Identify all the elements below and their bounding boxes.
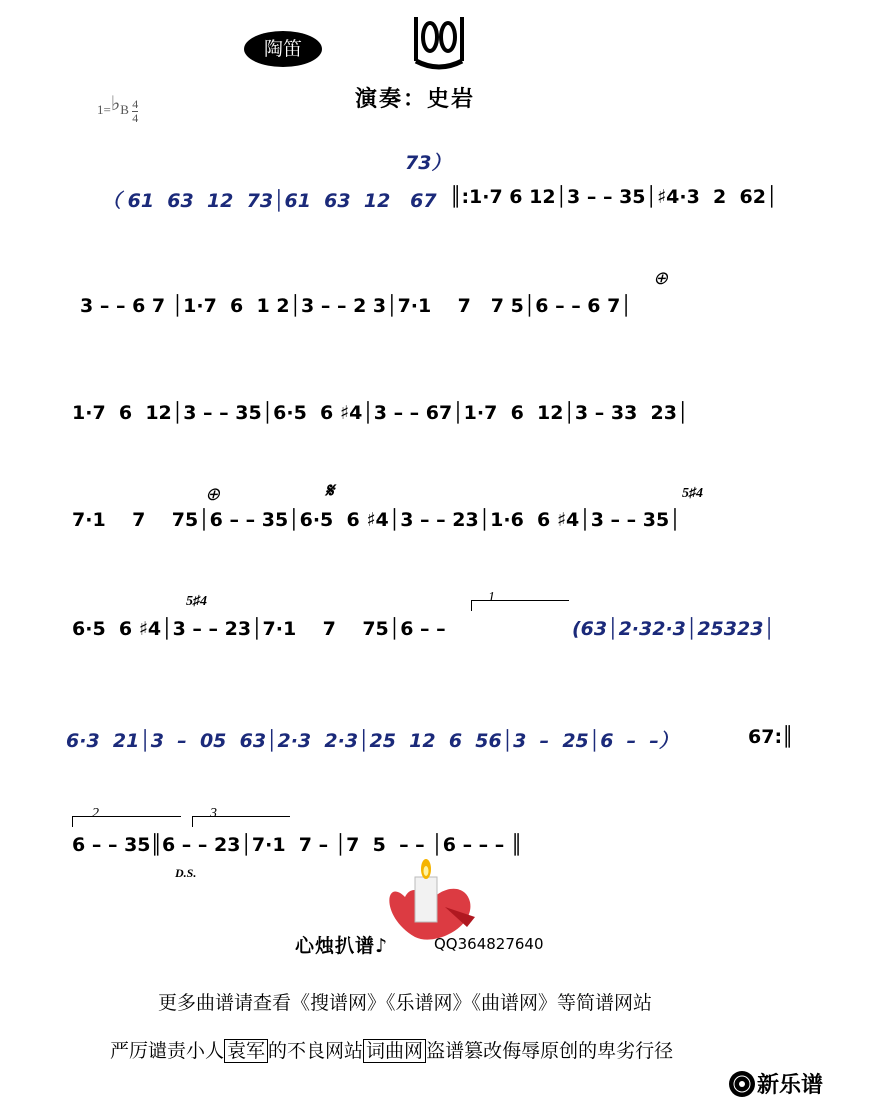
score-line-4: 7·1 7 75│6 – – 35│6·5 6 ♯4│3 – – 23│1·6 6 ♯4│3 – – 35│ — [72, 509, 681, 531]
contact-qq: QQ364827640 — [434, 935, 544, 953]
score-line-2: 3 – – 6 7 │1·7 6 1 2│3 – – 2 3│7·1 7 7 5│6 – – 6 7│ — [80, 295, 632, 317]
volta-bracket-1 — [471, 600, 569, 611]
promo-line-1: 更多曲谱请查看《搜谱网》《乐谱网》《曲谱网》等简谱网站 — [158, 992, 653, 1014]
score-line-5-interlude: (63│2·32·3│25323│ — [572, 618, 775, 640]
coda-sign-2: ⊕ — [205, 484, 221, 504]
score-line-6-interlude: 6·3 21│3 – 05 63│2·3 2·3│25 12 6 56│3 – 25│6 – –） — [66, 730, 678, 752]
promo-line-2: 严厉谴责小人 袁军 的不良网站 词曲网 盗谱篡改侮辱原创的卑劣行径 — [110, 1040, 674, 1062]
vinyl-record-icon — [728, 1070, 756, 1098]
score-line-3: 1·7 6 12│3 – – 35│6·5 6 ♯4│3 – – 67│1·7 6 12│3 – 33 23│ — [72, 402, 689, 424]
instrument-badge: 陶笛 — [244, 31, 322, 67]
volta-number-3: 3 — [210, 806, 217, 821]
volta-bracket-2 — [72, 816, 181, 827]
grace-notes-2: 5♯4 — [186, 594, 207, 609]
performer-credit: 演奏：史岩 — [355, 87, 476, 112]
brand-name: 新乐谱 — [757, 1073, 824, 1098]
segno-sign: 𝄋 — [325, 480, 334, 502]
score-line-1: ║:1·7 6 12│3 – – 35│♯4·3 2 62│ — [450, 186, 778, 208]
boxed-name-2: 词曲网 — [363, 1039, 426, 1063]
volta-number-1: 1 — [488, 590, 495, 605]
key-signature: 1=♭B $\frac{4}{4}$ — [97, 93, 139, 125]
grace-notes-1: 5♯4 — [682, 486, 703, 501]
boxed-name-1: 袁军 — [224, 1039, 268, 1063]
candle-heart-logo — [375, 857, 485, 947]
score-line-0: 73） — [405, 152, 451, 174]
score-line-6: 67:║ — [748, 726, 794, 748]
dal-segno-mark: D.S. — [175, 866, 197, 880]
emblem-logo — [408, 13, 470, 73]
score-line-7: 6 – – 35║6 – – 23│7·1 7 – │7 5 – – │6 – – – ║ — [72, 834, 523, 856]
coda-sign-1: ⊕ — [653, 268, 669, 288]
volta-number-2: 2 — [92, 806, 99, 821]
volta-bracket-3 — [192, 816, 290, 827]
transcriber-credit: 心烛扒谱♪ — [295, 935, 389, 957]
score-line-5: 6·5 6 ♯4│3 – – 23│7·1 7 75│6 – – — [72, 618, 446, 640]
score-line-1-intro: （ 61 63 12 73│61 63 12 67 — [102, 190, 437, 212]
